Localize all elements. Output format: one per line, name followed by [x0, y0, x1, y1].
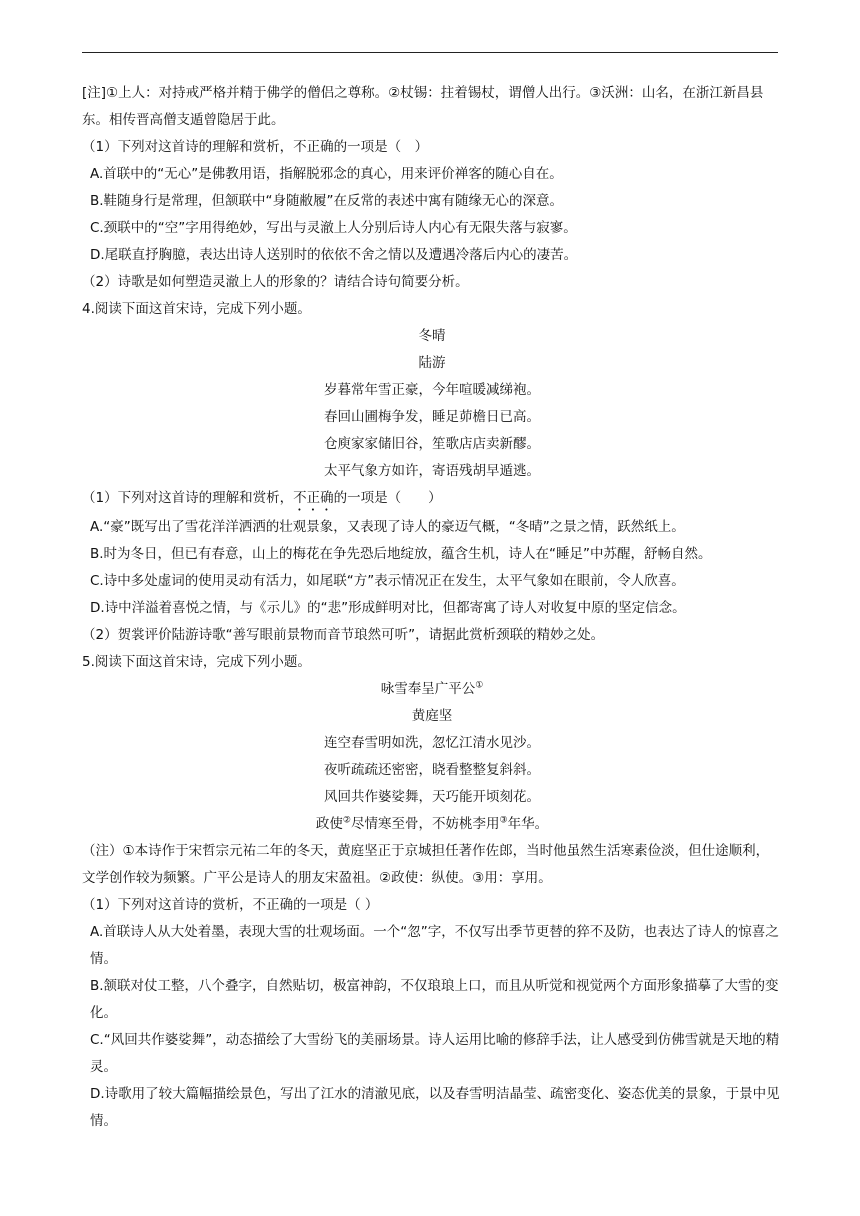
q4-option-b: B.时为冬日，但已有春意，山上的梅花在争先恐后地绽放，蕴含生机，诗人在“睡足”中苏醒，舒畅自然。 — [90, 546, 712, 562]
q4-poem-line: 岁暮常年雪正豪，今年喧暖减绨袍。 — [324, 382, 540, 398]
q5-last-line-part: 尽情寒至骨，不妨桃李用 — [351, 816, 500, 832]
q4-sub1-emphasis: 不正确 — [293, 490, 334, 506]
q5-poem-line: 连空春雪明如洗，忽忆江清水见沙。 — [324, 735, 540, 751]
q4-sub1-post: 的一项是（ ） — [333, 490, 442, 506]
q5-poem-title — [82, 676, 782, 703]
q3-sub1: （1）下列对这首诗的理解和赏析，不正确的一项是（ ） — [82, 139, 429, 155]
q4-heading: 4.阅读下面这首宋诗，完成下列小题。 — [82, 301, 311, 317]
q5-note: （注）①本诗作于宋哲宗元祐二年的冬天，黄庭坚正于京城担任著作佐郎，当时他虽然生活寒素俭淡，但仕途顺利，文学创作较为频繁。广平公是诗人的朋友宋盈祖。②政使：纵使。③用：享用。 — [82, 843, 770, 886]
q4-sub2: （2）贺裳评价陆游诗歌“善写眼前景物而音节琅然可听”，请据此赏析颈联的精妙之处。 — [82, 627, 605, 643]
q5-sub1: （1）下列对这首诗的赏析，不正确的一项是（ ） — [82, 897, 379, 913]
q4-poem-line: 春回山圃梅争发，睡足茆檐日已高。 — [324, 409, 540, 425]
q3-note: [注]①上人：对持戒严格并精于佛学的僧侣之尊称。②杖锡：拄着锡杖，谓僧人出行。③沃洲：山名，在浙江新昌县东。相传晋高僧支遁曾隐居于此。 — [82, 85, 764, 128]
q5-poem-last-line — [82, 811, 782, 838]
q4-poem-title: 冬晴 — [418, 328, 446, 344]
q5-option-b: B.颔联对仗工整，八个叠字，自然贴切，极富神韵，不仅琅琅上口，而且从听觉和视觉两个方面形象描摹了大雪的变化。 — [90, 978, 779, 1021]
q5-last-line-mark: ② — [342, 815, 351, 826]
document-page — [82, 80, 782, 1135]
q4-poem-author: 陆游 — [418, 355, 446, 371]
q5-heading: 5.阅读下面这首宋诗，完成下列小题。 — [82, 654, 311, 670]
q4-option-d: D.诗中洋溢着喜悦之情，与《示儿》的“悲”形成鲜明对比，但都寄寓了诗人对收复中原的坚定信念。 — [90, 600, 686, 616]
q5-poem-author: 黄庭坚 — [411, 708, 453, 724]
q5-last-line-part: 政使 — [315, 816, 343, 832]
q4-option-a: A.“豪”既写出了雪花洋洋洒洒的壮观景象，又表现了诗人的豪迈气概，“冬晴”之景之情，跃然纸上。 — [90, 519, 685, 535]
q5-poem-line: 夜听疏疏还密密，晓看整整复斜斜。 — [324, 762, 540, 778]
q5-option-a: A.首联诗人从大处着墨，表现大雪的壮观场面。一个“忽”字，不仅写出季节更替的猝不及防，也表达了诗人的惊喜之情。 — [90, 924, 779, 967]
q4-sub1 — [82, 485, 782, 514]
q3-option-b: B.鞋随身行是常理，但颔联中“身随敝履”在反常的表述中寓有随缘无心的深意。 — [90, 193, 564, 209]
q3-sub2: （2）诗歌是如何塑造灵澈上人的形象的？请结合诗句简要分析。 — [82, 274, 469, 290]
q5-poem-title-text: 咏雪奉呈广平公 — [380, 681, 476, 697]
q4-poem-line: 太平气象方如许，寄语残胡早遁逃。 — [324, 463, 540, 479]
q5-option-d: D.诗歌用了较大篇幅描绘景色，写出了江水的清澈见底，以及春雪明洁晶莹、疏密变化、姿态优美的景象，于景中见情。 — [90, 1086, 780, 1129]
q5-option-c: C.“风回共作婆娑舞”，动态描绘了大雪纷飞的美丽场景。诗人运用比喻的修辞手法，让人感受到仿佛雪就是天地的精灵。 — [90, 1032, 780, 1075]
q4-option-c: C.诗中多处虚词的使用灵动有活力，如尾联“方”表示情况正在发生，太平气象如在眼前，令人欣喜。 — [90, 573, 685, 589]
q5-last-line-part: 年华。 — [507, 816, 549, 832]
q4-sub1-pre: （1）下列对这首诗的理解和赏析， — [82, 490, 294, 506]
q3-option-a: A.首联中的“无心”是佛教用语，指解脱邪念的真心，用来评价禅客的随心自在。 — [90, 166, 563, 182]
q4-poem-line: 仓庾家家储旧谷，笙歌店店卖新醪。 — [324, 436, 540, 452]
header-rule — [82, 52, 778, 53]
q3-option-d: D.尾联直抒胸臆，表达出诗人送别时的依依不舍之情以及遭遇冷落后内心的凄苦。 — [90, 247, 578, 263]
q5-poem-title-mark: ① — [475, 680, 484, 691]
q5-last-line-mark: ③ — [499, 815, 508, 826]
q3-option-c: C.颈联中的“空”字用得绝妙，写出与灵澈上人分别后诗人内心有无限失落与寂寥。 — [90, 220, 577, 236]
q5-poem-line: 风回共作婆娑舞，天巧能开顷刻花。 — [324, 789, 540, 805]
